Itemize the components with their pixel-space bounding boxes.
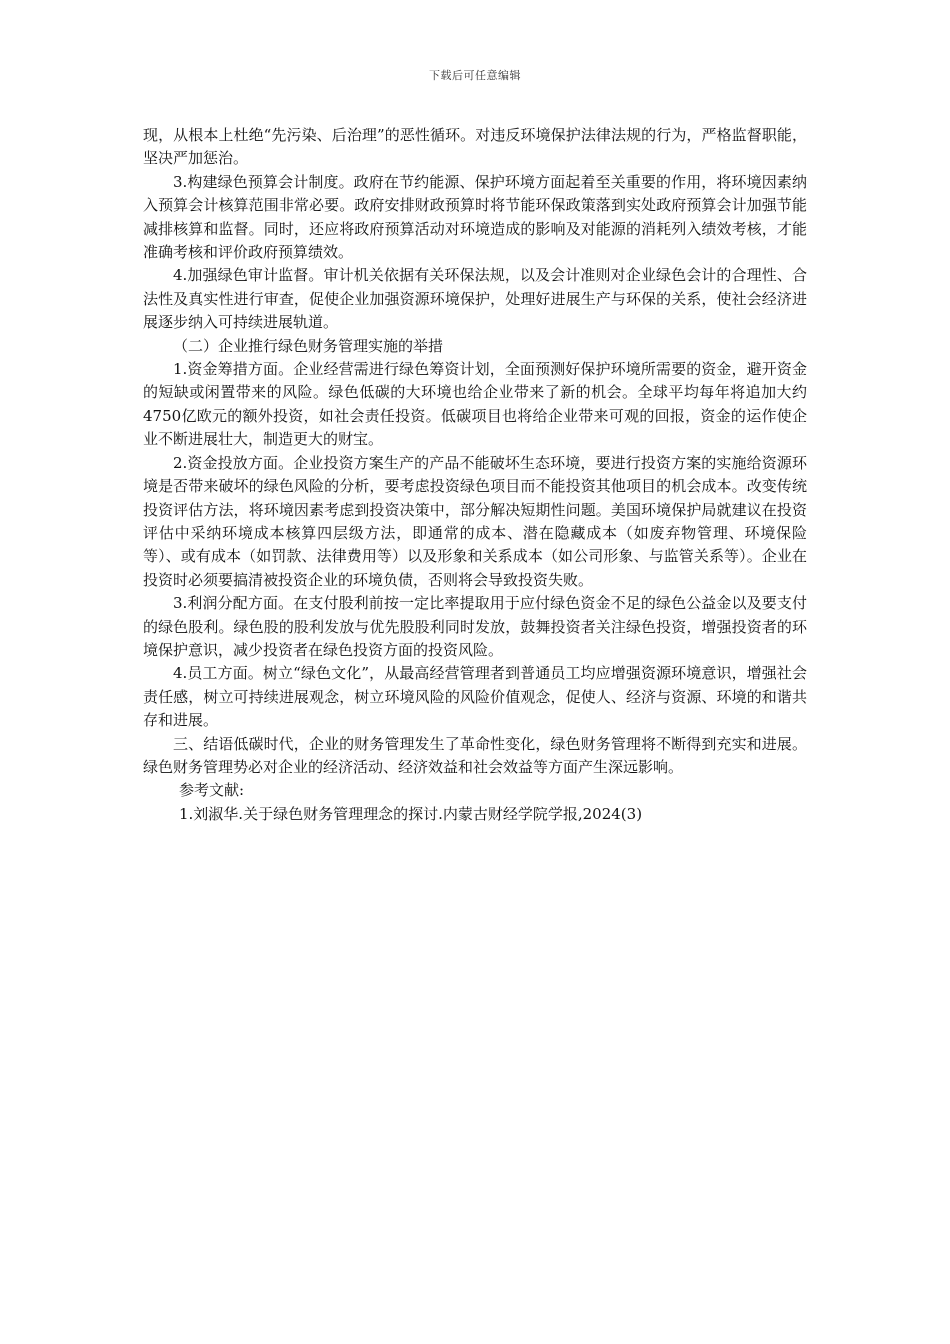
section-heading-enterprise-measures: （二）企业推行绿色财务管理实施的举措 (173, 336, 444, 355)
paragraph-fund-raising: 1.资金筹措方面。企业经营需进行绿色筹资计划，全面预测好保护环境所需要的资金，避开资金的短缺或闲置带来的风险。绿色低碳的大环境也给企业带来了新的机会。全球平均每年将追加大约4750亿欧元的额外投资，如社会责任投资。低碳项目也将给企业带来可观的回报，资金的运作使企业不断进展壮大，制造更大的财宝。 (143, 360, 807, 449)
paragraph-continuation: 现，从根本上杜绝“先污染、后治理”的恶性循环。对违反环境保护法律法规的行为，严格监督职能，坚决严加惩治。 (143, 126, 807, 168)
paragraph-conclusion: 三、结语低碳时代，企业的财务管理发生了革命性变化，绿色财务管理将不断得到充实和进展。绿色财务管理势必对企业的经济活动、经济效益和社会效益等方面产生深远影响。 (143, 734, 807, 776)
page-header: 下载后可任意编辑 (429, 69, 521, 82)
document-body (143, 124, 807, 826)
paragraph-employees: 4.员工方面。树立“绿色文化”，从最高经营管理者到普通员工均应增强资源环境意识，增强社会责任感，树立可持续进展观念，树立环境风险的风险价值观念，促使人、经济与资源、环境的和谐共存和进展。 (143, 664, 807, 730)
references-title: 参考文献: (179, 781, 245, 800)
paragraph-green-budget-accounting: 3.构建绿色预算会计制度。政府在节约能源、保护环境方面起着至关重要的作用，将环境因素纳入预算会计核算范围非常必要。政府安排财政预算时将节能环保政策落到实处政府预算会计加强节能减排核算和监督。同时，还应将政府预算活动对环境造成的影响及对能源的消耗列入绩效考核，才能准确考核和评价政府预算绩效。 (143, 172, 807, 262)
paragraph-green-audit: 4.加强绿色审计监督。审计机关依据有关环保法规，以及会计准则对企业绿色会计的合理性、合法性及真实性进行审查，促使企业加强资源环境保护，处理好进展生产与环保的关系，使社会经济进展逐步纳入可持续进展轨道。 (143, 266, 807, 332)
reference-item: 1.刘淑华.关于绿色财务管理理念的探讨.内蒙古财经学院学报,2024(3) (179, 804, 643, 823)
paragraph-fund-investment: 2.资金投放方面。企业投资方案生产的产品不能破坏生态环境，要进行投资方案的实施给资源环境是否带来破坏的绿色风险的分析，要考虑投资绿色项目而不能投资其他项目的机会成本。改变传统投资评估方法，将环境因素考虑到投资决策中，部分解决短期性问题。美国环境保护局就建议在投资评估中采纳环境成本核算四层级方法，即通常的成本、潜在隐藏成本（如废弃物管理、环境保险等）、或有成本（如罚款、法律费用等）以及形象和关系成本（如公司形象、与监管关系等）。企业在投资时必须要搞清被投资企业的环境负债，否则将会导致投资失败。 (143, 453, 807, 589)
paragraph-profit-distribution: 3.利润分配方面。在支付股利前按一定比率提取用于应付绿色资金不足的绿色公益金以及要支付的绿色股利。绿色股的股利发放与优先股股利同时发放，鼓舞投资者关注绿色投资，增强投资者的环境保护意识，减少投资者在绿色投资方面的投资风险。 (143, 594, 807, 659)
